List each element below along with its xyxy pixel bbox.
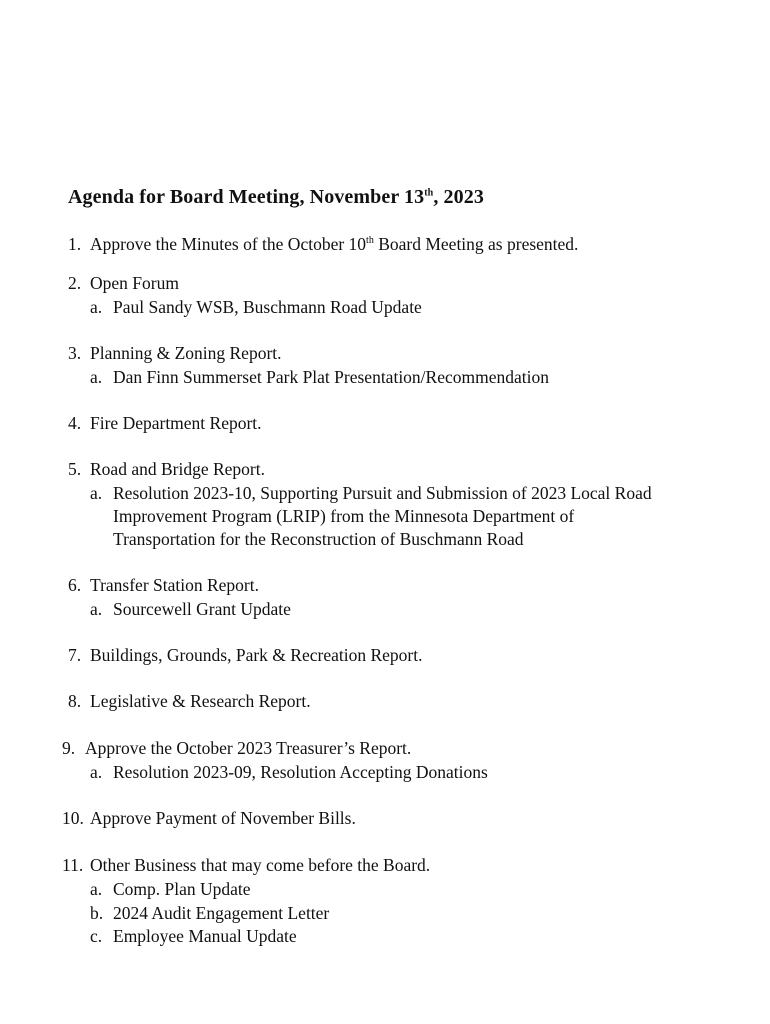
item-text: Fire Department Report.	[90, 413, 262, 433]
subitem-marker: c.	[90, 926, 103, 946]
item-number: 8.	[68, 691, 82, 711]
item-number: 3.	[68, 343, 82, 363]
item-text-sup: th	[366, 235, 374, 247]
item-text: Legislative & Research Report.	[90, 691, 311, 711]
title-prefix: Agenda for Board Meeting, November 13	[68, 186, 425, 208]
item-number: 6.	[68, 575, 82, 595]
item-text: Buildings, Grounds, Park & Recreation Report.	[90, 645, 423, 665]
subitem-text: Resolution 2023-09, Resolution Accepting Donations	[113, 762, 488, 782]
item-text-suffix: Board Meeting as presented.	[373, 234, 579, 254]
subitem-text: Employee Manual Update	[113, 926, 297, 946]
item-text: Open Forum	[90, 273, 179, 293]
item-number: 1.	[68, 234, 82, 254]
item-number: 5.	[68, 459, 82, 479]
subitem-marker: a.	[90, 483, 103, 503]
title-sup: th	[424, 187, 434, 199]
item-text: Approve Payment of November Bills.	[90, 808, 356, 828]
subitem-text-line-1: Resolution 2023-10, Supporting Pursuit and Submission of 2023 Local Road	[113, 483, 652, 503]
item-number: 11.	[62, 855, 84, 875]
item-number: 9.	[62, 738, 76, 758]
item-number: 2.	[68, 273, 82, 293]
subitem-text: Comp. Plan Update	[113, 879, 251, 899]
subitem-marker: a.	[90, 599, 103, 619]
subitem-text: Sourcewell Grant Update	[113, 599, 291, 619]
subitem-text-line-3: Transportation for the Reconstruction of Buschmann Road	[113, 529, 524, 549]
subitem-marker: a.	[90, 879, 103, 899]
subitem-text: 2024 Audit Engagement Letter	[113, 903, 330, 923]
item-text: Planning & Zoning Report.	[90, 343, 282, 363]
item-number: 7.	[68, 645, 82, 665]
item-text	[90, 233, 578, 256]
agenda-title	[68, 186, 484, 209]
item-number: 10.	[62, 808, 84, 828]
subitem-marker: a.	[90, 367, 103, 387]
subitem-text: Paul Sandy WSB, Buschmann Road Update	[113, 297, 422, 317]
subitem-marker: a.	[90, 762, 103, 782]
subitem-text: Dan Finn Summerset Park Plat Presentation/Recommendation	[113, 367, 549, 387]
subitem-marker: b.	[90, 903, 104, 923]
subitem-marker: a.	[90, 297, 103, 317]
item-text: Approve the October 2023 Treasurer’s Report.	[85, 738, 412, 758]
item-text-prefix: Approve the Minutes of the October 10	[90, 234, 367, 254]
item-number: 4.	[68, 413, 82, 433]
title-suffix: , 2023	[433, 186, 484, 208]
item-text: Transfer Station Report.	[90, 575, 259, 595]
item-text: Road and Bridge Report.	[90, 459, 265, 479]
item-text: Other Business that may come before the Board.	[90, 855, 431, 875]
subitem-text-line-2: Improvement Program (LRIP) from the Minnesota Department of	[113, 506, 575, 526]
